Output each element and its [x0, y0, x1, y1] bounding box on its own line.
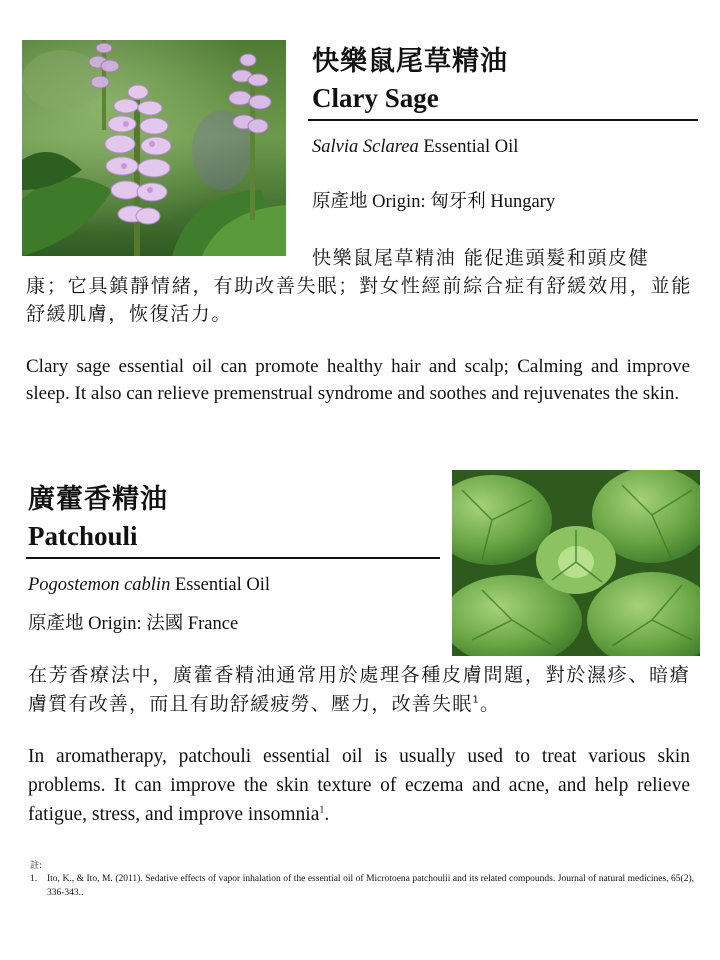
patchouli-latin-name: Pogostemon cablin	[28, 575, 171, 595]
clary-origin-country-zh: 匈牙利	[430, 191, 486, 212]
patchouli-origin-line	[28, 611, 238, 637]
patchouli-desc-zh-text: 在芳香療法中，廣藿香精油通常用於處理各種皮膚問題，對於濕疹、暗瘡膚質有改善，而且有助舒緩疲勞、壓力，改善失眠	[28, 664, 690, 715]
notes-heading: 註:	[30, 861, 43, 871]
clary-origin-country-en: Hungary	[485, 192, 556, 212]
patchouli-desc-en-text: In aromatherapy, patchouli essential oil is usually used to treat various skin problems. It can improve the skin texture of eczema and acne, and help relieve fatigue, stress, and improve insomnia	[28, 746, 690, 825]
clary-origin-label-zh: 原產地	[312, 191, 368, 212]
clary-latin-suffix: Essential Oil	[418, 137, 519, 157]
patchouli-origin-country-zh: 法國	[146, 613, 184, 634]
patchouli-title-en: Patchouli	[28, 521, 138, 551]
patchouli-desc-en-end: .	[324, 804, 330, 825]
patchouli-photo	[452, 470, 700, 656]
patchouli-desc-zh-footnote-ref: 1	[472, 694, 480, 706]
patchouli-origin-label-en: Origin:	[83, 614, 147, 634]
clary-title-en: Clary Sage	[312, 83, 439, 113]
footnote-number: 1.	[30, 874, 38, 884]
patchouli-latin-suffix: Essential Oil	[170, 575, 271, 595]
patchouli-desc-zh	[28, 661, 690, 719]
clary-latin-name: Salvia Sclarea	[312, 137, 419, 157]
patchouli-origin-country-en: France	[183, 614, 239, 634]
patchouli-desc-en	[28, 742, 690, 829]
clary-origin-line	[312, 189, 555, 215]
patchouli-desc-zh-end: 。	[479, 693, 501, 715]
clary-latin-line	[312, 134, 518, 160]
patchouli-title-rule	[26, 557, 440, 559]
patchouli-title-zh: 廣藿香精油	[28, 484, 168, 515]
clary-title-rule	[308, 119, 698, 121]
clary-desc-zh-line1: 快樂鼠尾草精油 能促進頭髮和頭皮健	[312, 247, 650, 269]
patchouli-desc-en-footnote-ref: 1	[319, 804, 325, 816]
clary-sage-photo	[22, 40, 286, 256]
clary-origin-label-en: Origin:	[367, 192, 431, 212]
footnote-item	[30, 872, 694, 900]
patchouli-origin-label-zh: 原產地	[28, 613, 84, 634]
footnote-text: Ito, K., & Ito, M. (2011). Sedative effects of vapor inhalation of the essential oil of Microtoena patchoulii and its related compounds. Journal of natural medicines, 65(2), 336-343..	[47, 874, 694, 898]
clary-desc-zh: 康；它具鎮靜情緒，有助改善失眠；對女性經前綜合症有舒緩效用，並能舒緩肌膚，恢復活力。	[26, 275, 692, 325]
clary-desc-en: Clary sage essential oil can promote healthy hair and scalp; Calming and improve sleep. It also can relieve premenstrual syndrome and soothes and rejuvenates the skin.	[26, 356, 690, 404]
clary-title-zh: 快樂鼠尾草精油	[312, 46, 508, 77]
patchouli-latin-line	[28, 572, 270, 598]
